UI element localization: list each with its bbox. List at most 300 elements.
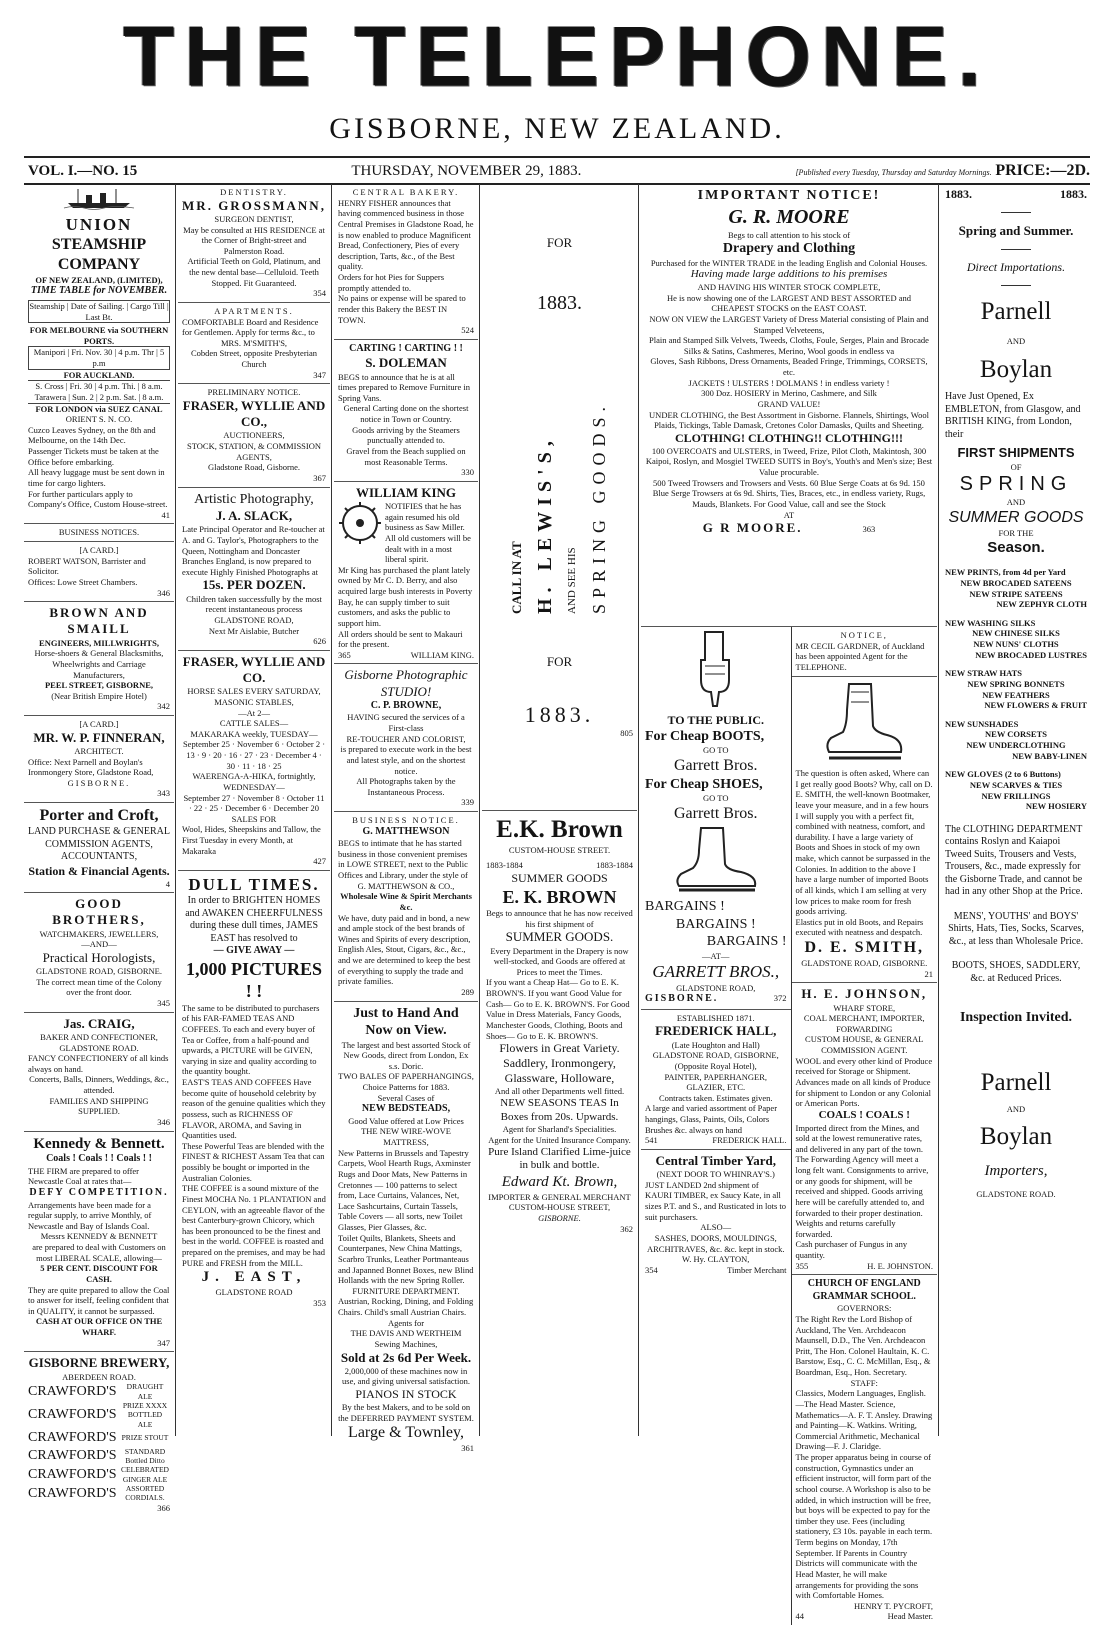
east-address: GLADSTONE ROAD [215, 1287, 293, 1297]
moore-signature: G R MOORE. [702, 520, 803, 536]
central-timber-yard-ad [641, 1150, 791, 1279]
william-king-ad [334, 482, 478, 665]
finneran-place: GISBORNE. [67, 777, 131, 788]
union-subtitle: STEAMSHIP COMPANY [51, 235, 147, 273]
parnell-item: NEW BROCADED LUSTRES [975, 649, 1087, 660]
boylan-name: Boylan [979, 1122, 1053, 1150]
craig-line: BAKER AND CONFECTIONER, [40, 1031, 158, 1042]
further-note: For further particulars apply to Company's Office, Custom House-street. [28, 488, 168, 510]
importers-label: Importers, [984, 1162, 1048, 1179]
slack-address: Next Mr Aislabie, Butcher [208, 625, 300, 636]
parnell-item: NEW GLOVES (2 to 6 Buttons) [945, 769, 1061, 780]
crawford-brand: CRAWFORD'S [28, 1466, 117, 1482]
bargains: BARGAINS ! [675, 916, 756, 932]
moore-text: AT [783, 509, 795, 520]
summer-goods: SUMMER GOODS [948, 508, 1084, 526]
east-text: These Powerful Teas are blended with the FINEST & RICHEST Assam Tea that can possibly be bought or imported in the Australian Colonies. [182, 1140, 325, 1183]
ek-brown-text: If you want a Cheap Hat— Go to E. K. BROWN'S. If you want Good Value for Cash— Go to E. K. BROWN'S. For Good Value in Dress Materials, Fancy Goods, Manchester Goods, Clothing, Boots and Shoes— Go to E. K. BROWN'S. [486, 977, 630, 1041]
auckland-row: Tarawera | Sun. 2 | 2 p.m. Sat. | 8 a.m. [28, 392, 170, 404]
brown-smaill-line: (Near British Empire Hotel) [51, 690, 147, 701]
preliminary-notice-ad [178, 384, 330, 487]
ad-number: 44 [795, 1611, 804, 1622]
finneran-ad [24, 716, 174, 803]
timber-sub: (NEXT DOOR TO WHINRAY'S.) [656, 1169, 775, 1180]
johnson-text: CUSTOM HOUSE, & GENERAL COMMISSION AGENT. [805, 1034, 924, 1055]
large-townley-ad [334, 1002, 478, 1457]
johnson-text: WOOL and every other kind of Produce received for Storage or Shipment. Advances made on all kinds of Produce for shipment to London or any Colonial or American Ports. [795, 1055, 933, 1109]
ek-brown-text: Flowers in Great Variety. [499, 1041, 620, 1056]
moore-text: Begs to call attention to his stock of [727, 229, 851, 240]
kennedy-line: Messrs KENNEDY & BENNETT [40, 1231, 158, 1242]
large-townley-signature: Large & Townley, [348, 1424, 464, 1442]
moore-text: GRAND VALUE! [757, 398, 821, 409]
doleman-text: Gravel from the Beach supplied on most Reasonable Terms. [346, 445, 466, 467]
column-rule [331, 184, 332, 1436]
ad-number: 363 [862, 524, 876, 535]
notice-heading: NOTICE, [840, 630, 888, 640]
cheap-boots: For Cheap BOOTS, [645, 728, 765, 744]
ad-number: 346 [157, 587, 170, 598]
column-rule [638, 184, 639, 1436]
boot-icon [821, 680, 907, 764]
column-5-left [641, 627, 792, 1625]
preliminary-heading: PRELIMINARY NOTICE. [207, 387, 301, 398]
church-text: STAFF: [850, 1377, 878, 1388]
union-title: UNION [65, 214, 133, 234]
parnell-name: Parnell [980, 1068, 1052, 1096]
card-label: [A CARD.] [79, 545, 119, 555]
browne-title: C. P. BROWNE, [370, 699, 442, 711]
moore-text: NOW ON VIEW the LARGEST Variety of Dress Material consisting of Plain and Stamped Velveteens, [649, 313, 929, 335]
brewery-sub: ABERDEEN ROAD. [62, 1371, 136, 1382]
ek-brown-text: And all other Departments well fitted. [494, 1086, 625, 1097]
dentistry-heading: DENTISTRY. [220, 187, 288, 197]
dentist-title: SURGEON DENTIST, [214, 213, 294, 224]
column-rule [175, 184, 176, 1436]
moore-text: Plain and Stamped Silk Velvets, Tweeds, Cloths, Foule, Serges, Plain and Brocade Silks & Satins, Cashmeres, Merino, Wool goods in endless va [649, 335, 929, 356]
kennedy-line: DEFY COMPETITION. [29, 1187, 169, 1198]
large-text: The largest and best assorted Stock of New Goods, direct from London, Ex s.s. Doric. [341, 1039, 471, 1071]
hall-text: (Late Houghton and Hall) [671, 1039, 760, 1050]
ad-number: 354 [645, 1264, 658, 1275]
east-pictures: 1,000 PICTURES ! ! [185, 958, 323, 1002]
year-label: 1883. [945, 187, 972, 201]
ad-number: 367 [313, 472, 326, 483]
kennedy-line: THE FIRM are prepared to offer Newcastle Coal at rates that— [28, 1165, 140, 1187]
johnson-text: The Forwarding Agency will meet a long felt want. Consignments to arrive, or any goods for shipment, will be received and shipped. Goods arriving here will be carefully attended to, and forwarded to their proper destination. Weights and returns carefully forwarded. [795, 1154, 929, 1239]
good-line: WATCHMAKERS, JEWELLERS, [39, 928, 159, 939]
ad-number: 805 [620, 728, 633, 738]
dull-times-title: DULL TIMES. [188, 874, 320, 894]
for-the-label: FOR THE [998, 527, 1034, 538]
kennedy-line: CASH AT OUR OFFICE ON THE WHARF. [35, 1316, 163, 1337]
spring-goods: SPRING GOODS. [588, 401, 609, 615]
crawford-product: CELEBRATED GINGER ALE [121, 1465, 169, 1484]
fisher-text: No pains or expense will be spared to render this Bakery the BEST IN TOWN. [338, 293, 466, 325]
column-2 [178, 184, 330, 1434]
crawford-product: DRAUGHT ALE [126, 1382, 164, 1401]
garrett-name: GARRETT BROS., [652, 962, 780, 982]
hall-text: GLAZIER, ETC. [686, 1082, 746, 1093]
luggage-note: All heavy luggage must be sent down in time for cargo lighters. [28, 467, 165, 488]
ad-number: 427 [313, 856, 326, 867]
doleman-text: General Carting done on the shortest notice in Town or Country. [343, 403, 469, 424]
top-rule [24, 156, 1090, 158]
large-text: THE DAVIS AND WERTHEIM [350, 1328, 462, 1339]
moore-text: Drapery and Clothing [722, 241, 856, 257]
east-text: The same to be distributed to purchasers of his FAR-FAMED TEAS AND COFFEES. To each and every buyer of Tea or Coffee, from a half-pound and upwards, a PICTURE will be GIVEN, varying in size and quality according to the quantity bought. [182, 1002, 320, 1077]
ad-number: 353 [313, 1297, 326, 1308]
sold-weekly: Sold at 2s 6d Per Week. [340, 1349, 472, 1365]
crawford-brand: CRAWFORD'S [28, 1383, 117, 1399]
johnson-text: WHARF STORE, [833, 1002, 896, 1013]
crawford-brand: CRAWFORD'S [28, 1448, 117, 1464]
first-shipments: FIRST SHIPMENTS [957, 445, 1075, 461]
parnell-text: Have Just Opened, Ex EMBLETON, from Glasgow, and BRITISH KING, from London, their [945, 391, 1081, 440]
johnson-ad [792, 983, 938, 1275]
kennedy-line: They are quite prepared to allow the Coal to answer for itself, feeling confident that in QUALITY, it cannot be surpassed. [28, 1284, 170, 1316]
kennedy-title: Kennedy & Bennett. [33, 1135, 165, 1152]
frederick-hall-ad [641, 1010, 791, 1150]
ad-number: 365 [338, 649, 351, 660]
doleman-text: BEGS to announce that he is at all times prepared to Remove Furniture in Spring Vans. [338, 371, 470, 403]
brown-smaill-ad [24, 602, 174, 716]
union-steamship-ad [24, 184, 174, 524]
garrett-name: Garrett Bros. [673, 756, 758, 774]
just-to-hand-title: Just to Hand And Now on View. [353, 1005, 459, 1038]
matthewson-text: Wholesale Wine & Spirit Merchants &c. [340, 891, 472, 912]
matthewson-ad [334, 812, 478, 1002]
to-the-public: TO THE PUBLIC. [667, 712, 765, 727]
church-text: Term begins on Monday, 17th September. If Parents in Country Districts will communicate with the Head Master, he will make arrangements for providing the sons with Comfortable Homes. [795, 1537, 919, 1601]
king-title: WILLIAM KING [355, 484, 457, 500]
parnell-item: NEW CHINESE SILKS [972, 628, 1060, 639]
watson-office: Offices: Lowe Street Chambers. [28, 576, 138, 587]
church-signature-title: Head Master. [887, 1611, 933, 1622]
brown-smaill-sub: ENGINEERS, MILLWRIGHTS, [39, 637, 159, 648]
gardner-notice-ad [792, 627, 938, 677]
crawford-row [28, 1484, 170, 1503]
crawford-row [28, 1429, 170, 1447]
hall-text: GLADSTONE ROAD, GISBORNE, [652, 1050, 779, 1061]
browne-text: HAVING secured the services of a First-class [347, 712, 465, 733]
gladstone-road: GLADSTONE ROAD. [976, 1188, 1056, 1199]
fw-title: FRASER, WYLLIE AND CO. [182, 653, 326, 685]
smith-text: Elastics put in old Boots, and Repairs executed with neatness and despatch. [795, 916, 924, 938]
watson-ad [24, 542, 174, 602]
de-smith-ad [792, 677, 938, 984]
and-label: AND [1006, 335, 1026, 346]
large-text: Toilet Quilts, Blankets, Sheets and Counterpanes, New China Mattings, Scarbro Trunks, Leather Portmanteaus and Japanned Bonnet Boxes, new Blind Hollands with the new Spring Roller. [338, 1232, 474, 1286]
good-line: GLADSTONE ROAD, GISBORNE. [36, 966, 162, 977]
volume-number: VOL. I.—NO. 15 [28, 162, 138, 179]
east-give-away: — GIVE AWAY — [213, 945, 295, 957]
ad-number: 372 [773, 993, 787, 1004]
spring-label: SPRING [959, 473, 1073, 496]
parnell-item: NEW NUNS' CLOTHS [973, 639, 1059, 649]
moore-text: 500 Tweed Trowsers and Trowsers and Vests. 60 Blue Serge Coats at 6s 9d. 150 Blue Serge Trowsers at 6s 9d. Shirts, Ties, Braces, etc., in endless variety, Rugs, Mauds, Blankets. For Good Value, call and see the Stock [652, 477, 926, 509]
moore-text: Purchased for the WINTER TRADE in the leading English and Colonial Houses. [650, 257, 928, 268]
fw-line: —At 2— [238, 707, 270, 718]
large-text: Sewing Machines, [374, 1338, 438, 1349]
publication-schedule: [Published every Tuesday, Thursday and Saturday Mornings. [795, 168, 992, 177]
fraser-line: Gladstone Road, Gisborne. [207, 462, 301, 473]
pianos-heading: PIANOS IN STOCK [355, 1387, 457, 1401]
matthewson-text: BEGS to intimate that he has started business in those convenient premises in LOWE STREET, next to the Public Offices and Library, under the style of [338, 838, 468, 880]
masthead-title: THE TELEPHONE. [122, 7, 992, 104]
large-text: THE NEW WIRE-WOVE MATTRESS, [361, 1126, 451, 1147]
ad-number: 339 [461, 797, 474, 808]
ek-brown-text: Agent for the United Insurance Company. [488, 1134, 631, 1145]
fw-line: WAERENGA-A-HIKA, fortnightly, WEDNESDAY— [192, 771, 316, 792]
crawford-row [28, 1382, 170, 1401]
kennedy-line: Arrangements have been made for a regular supply, to arrive Monthly, of Newcastle and Bay of Islands Coal. [28, 1199, 152, 1231]
table-header: Steamship | Date of Sailing. | Cargo Till | Last Bt. [29, 300, 169, 322]
melbourne-row: Manipori | Fri. Nov. 30 | 4 p.m. Thr | 5 p.m [28, 346, 170, 369]
saw-blade-icon [338, 501, 382, 545]
garrett-town: GISBORNE. [645, 993, 719, 1005]
hall-text: A large and varied assortment of Paper hangings, Glass, Paints, Oils, Colors Brushes &c. always on hand [645, 1103, 778, 1135]
column-5 [641, 184, 937, 1622]
browne-text: RE-TOUCHER AND COLORIST, [346, 733, 466, 744]
moore-text: Having made large additions to his premises [690, 268, 888, 281]
garrett-bros-ad [641, 627, 791, 1010]
garrett-address: GLADSTONE ROAD, [676, 982, 756, 993]
johnson-text: Cash purchaser of Fungus in any quantity. [795, 1239, 908, 1260]
apartments-name: MRS. M'SMITH'S, [220, 337, 288, 348]
dentist-text: May be consulted at HIS RESIDENCE at the Corner of Bright-street and Palmerston Road. [183, 224, 325, 256]
year-label: 1883. [1060, 187, 1087, 201]
ad-number: 346 [157, 1116, 170, 1127]
ek-brown-text: GISBORNE. [538, 1213, 581, 1223]
inspection-invited: Inspection Invited. [959, 1010, 1073, 1026]
moore-ad [641, 184, 937, 627]
brown-smaill-title: BROWN AND SMAILL [49, 605, 149, 637]
masthead-subtitle: GISBORNE, NEW ZEALAND. [329, 112, 785, 145]
large-text: TWO BALES OF PAPERHANGINGS, [338, 1071, 474, 1082]
fw-line: SALES FOR [231, 813, 277, 824]
fw-dates: September 27 · November 8 · October 11 · 22 · 25 · December 6 · December 20 [183, 792, 325, 814]
parnell-item: NEW PRINTS, from 4d per Yard [945, 567, 1066, 578]
craig-title: Jas. CRAIG, [63, 1015, 135, 1031]
crawford-product: ASSORTED CORDIALS. [125, 1484, 165, 1503]
business-notice-heading: BUSINESS NOTICE. [352, 815, 460, 825]
brown-smaill-line: Wheelwrights and Carriage Manufacturers, [52, 658, 146, 680]
large-text: Agents for [387, 1317, 425, 1328]
church-text: GOVERNORS: [837, 1303, 892, 1314]
king-text: Mr King has purchased the plant lately owned by Mr C. D. Berry, and also acquired large bush interests in Poverty Bay, he can supply timber to suit customers, and asks the public to support him. [338, 564, 473, 628]
business-notices-heading [24, 524, 174, 542]
auckland-row: S. Cross | Fri. 30 | 4 p.m. Thi. | 8 a.m. [28, 380, 170, 392]
crawford-product: STANDARD Bottled Ditto [124, 1446, 166, 1465]
smith-address: GLADSTONE ROAD, GISBORNE. [801, 958, 928, 968]
fw-line: CATTLE SALES— [219, 718, 289, 729]
apartments-text: COMFORTABLE Board and Residence for Gentlemen. Apply for terms &c., to [182, 316, 319, 338]
fraser-wyllie-sales-ad [178, 651, 330, 871]
carting-heading: CARTING ! CARTING ! ! [349, 342, 463, 354]
slack-price: 15s. PER DOZEN. [202, 577, 306, 593]
column-rule [938, 184, 939, 1436]
column-rule [479, 184, 480, 1436]
ad-number: 4 [165, 878, 170, 889]
east-text: THE COFFEE is a sound mixture of the Finest MOCHA No. 1 PLANTATION and CEYLON, with an agreeable flavor of the best Canterbury-grown Chicory, which has been pronounced to be the finest and best in the world. COFFEE is roasted and prepared on the premises, and may be had PURE and FRESH from the MILL. [182, 1183, 326, 1268]
central-bakery-ad [334, 184, 478, 340]
parnell-item: NEW SPRING BONNETS [967, 678, 1065, 689]
dentistry-ad [178, 184, 330, 303]
of-label: OF [1010, 461, 1022, 472]
good-line: —AND— [81, 939, 117, 950]
church-signature: HENRY T. PYCROFT, [853, 1600, 933, 1611]
parnell-item: NEW BROCADED SATEENS [960, 577, 1072, 588]
ek-brown-text: IMPORTER & GENERAL MERCHANT [488, 1191, 631, 1202]
fraser-title: FRASER, WYLLIE AND CO., [182, 397, 326, 430]
ad-number: 361 [461, 1443, 474, 1454]
boots-text: BOOTS, SHOES, SADDLERY, &c. at Reduced Prices. [951, 960, 1081, 984]
gisborne-brewery-ad [24, 1352, 174, 1516]
dentist-text: Artificial Teeth on Gold, Platinum, and the new dental base—Celluloid. Teeth Stopped. Fit Guaranteed. [187, 256, 321, 288]
ad-number: 345 [157, 998, 170, 1008]
craig-line: Concerts, Balls, Dinners, Weddings, &c., attended. [29, 1074, 169, 1095]
ad-number: 362 [620, 1223, 633, 1234]
parnell-item: NEW SCARVES & TIES [969, 779, 1063, 790]
porter-croft-ad [24, 803, 174, 893]
melbourne-heading: FOR MELBOURNE via SOUTHERN PORTS. [29, 325, 169, 346]
hall-text: Contracts taken. Estimates given. [658, 1092, 773, 1103]
season-label: Season. [987, 538, 1045, 556]
hall-text: (Opposite Royal Hotel), [674, 1060, 757, 1071]
moore-text: UNDER CLOTHING, the Best Assortment in Gisborne. Flannels, Shirtings, Wool Plaids, Tickings, Table Damask, Cretones Color Damasks, Quilts and Sheeting. [649, 409, 929, 431]
large-text: By the best Makers, and to be sold on the DEFERRED PAYMENT SYSTEM. [338, 1402, 474, 1423]
slack-photography-ad [178, 488, 330, 651]
johnson-signature: H. E. JOHNSTON. [867, 1260, 933, 1271]
crawford-row [28, 1401, 170, 1429]
matthewson-title: G. MATTHEWSON [362, 825, 450, 837]
church-text: Classics, Modern Languages, English.—The Head Master. Science, Mathematics—A. F. T. Ansley. Drawing and Painting—K. Watkins. Writing, Commercial Arithmetic, Mechanical Drawing—F. J. Claridge. [795, 1388, 933, 1452]
johnson-title: H. E. JOHNSON, [801, 986, 928, 1002]
hall-text: PAINTER, PAPERHANGER, [664, 1071, 768, 1082]
direct-importations: Direct Importations. [966, 260, 1066, 275]
brown-smaill-line: Horse-shoers & General Blacksmiths, [34, 648, 164, 659]
ad-number: 289 [461, 986, 474, 997]
crawford-list [28, 1382, 170, 1503]
go-to: GO TO [703, 793, 729, 804]
ad-number: 541 [645, 1135, 658, 1146]
ek-brown-text: Saddlery, Ironmongery, Glassware, Holloware, [503, 1056, 616, 1086]
fisher-text: HENRY FISHER announces that having commenced business in those Central Premises in Gladstone Road, he is now enabled to produce Magnificent Bread, Confectionery, Pies of every description, Tarts, &c., of the Best quality. [338, 197, 474, 272]
hall-signature: FREDERICK HALL. [712, 1135, 787, 1146]
slack-address: GLADSTONE ROAD, [214, 614, 294, 625]
ad-number: 355 [795, 1260, 809, 1271]
ad-number: 347 [157, 1337, 170, 1348]
timber-signature-title: Timber Merchant [727, 1264, 787, 1275]
issue-price: PRICE:—2D. [995, 162, 1090, 179]
furniture-heading: FURNITURE DEPARTMENT. [352, 1285, 460, 1296]
moore-text: 300 Doz. HOSIERY in Merino, Cashmere, and Silk [701, 388, 877, 399]
issue-date: THURSDAY, NOVEMBER 29, 1883. [351, 162, 582, 179]
johnson-text: FORWARDING [836, 1023, 893, 1034]
pointing-hand-icon [691, 630, 741, 708]
kennedy-line: 5 PER CENT. DISCOUNT FOR CASH. [40, 1263, 158, 1284]
steamship-icon [64, 187, 134, 209]
clothing-text: The CLOTHING DEPARTMENT contains Roslyn and Kaiapoi Tweed Suits, Trousers and Vests, Trousers, &c., made expressly for the Gisborne Trade, and cannot be had in any other Shop at the Price. [945, 823, 1083, 898]
year-label: 1883. [524, 701, 595, 727]
large-text: Several Cases of [377, 1092, 435, 1103]
ek-brown-text: Begs to announce that he has now received his first shipment of [486, 908, 633, 929]
parnell-item: NEW WASHING SILKS [945, 617, 1036, 628]
large-text: Good Value offered at Low Prices [348, 1115, 464, 1126]
brown-smaill-line: PEEL STREET, GISBORNE, [44, 680, 154, 691]
fraser-line: STOCK, STATION, & COMMISSION AGENTS, [187, 441, 321, 462]
passenger-note: Passenger Tickets must be taken at the Office before embarking. [28, 446, 159, 467]
apartments-heading: APARTMENTS. [214, 305, 294, 316]
ad-number: 524 [461, 325, 474, 336]
parnell-item: NEW STRAW HATS [945, 668, 1022, 679]
church-text: The proper apparatus being in course of construction, Gymnastics under an efficient instructor, will form part of the school course. A Workshop is also to be added, in which instruction will be free, but boys will be expected to pay for the timber they use. Fees (including stationery, £3 10s. payable in each term. [795, 1452, 933, 1537]
card-label: [A CARD.] [79, 719, 119, 729]
boot-icon [671, 824, 761, 894]
time-table-heading: TIME TABLE for NOVEMBER. [30, 285, 168, 297]
fw-dates: September 25 · November 6 · October 2 · 13 · 9 · 20 · 16 · 27 · 23 · December 4 · 30 · 11 · 18 · 25 [182, 739, 326, 771]
johnson-text: COAL MERCHANT, IMPORTER, [803, 1013, 925, 1024]
fraser-line: AUCTIONEERS, [223, 430, 285, 441]
hall-title: FREDERICK HALL, [655, 1023, 777, 1039]
crawford-product: PRIZE STOUT [121, 1433, 169, 1443]
parnell-item: NEW HOSIERY [1025, 801, 1087, 812]
smith-text: The question is often asked, Where can I get really good Boots? Why, call on D. E. SMITH, the well-known Bootmaker, leave your measure, and in a few hours I will supply you with a perfect fit, combined with neatness, comfort, and durability. I have a large variety of Boots and Shoes in stock of my own make, which cannot be surpassed in the Colonies. In addition to the above I have a large number of imported Boots of all kinds, which I am selling at very low prices to make room for fresh goods arriving. [795, 768, 933, 917]
column-1 [24, 184, 174, 1513]
crawford-brand: CRAWFORD'S [28, 1407, 117, 1423]
parnell-item: NEW CORSETS [985, 729, 1047, 740]
moore-text: AND HAVING HIS WINTER STOCK COMPLETE, [697, 282, 881, 292]
ad-number: 354 [313, 288, 326, 299]
slack-title: J. A. SLACK, [215, 508, 293, 523]
gardner-text: MR CECIL GARDNER, of Auckland has been appointed Agent for the TELEPHONE. [795, 640, 925, 672]
year-label: 1883. [537, 292, 582, 315]
church-text: The Right Rev the Lord Bishop of Auckland, The Ven. Archdeacon Maunsell, D.D., The Ven. Archdeacon Pritt, The Hon. Colonel Haultain, K. C. Barstow, Esq., C. C. McMillan, Esq., & Boardman, Esq., Hon. Secretary. [795, 1313, 931, 1377]
hall-established: ESTABLISHED 1871. [676, 1012, 755, 1023]
ek-brown-signature: Edward Kt. Brown, [501, 1174, 618, 1190]
east-signature: J. EAST, [201, 1269, 307, 1286]
fisher-text: Orders for hot Pies for Suppers promptly attended to. [338, 272, 444, 293]
grammar-school-ad [792, 1275, 938, 1625]
large-text: Choice Patterns for 1883. [362, 1082, 450, 1092]
column-4 [482, 184, 637, 1434]
craig-line: GLADSTONE ROAD. [59, 1042, 139, 1053]
doleman-text: Goods arriving by the Steamers punctually attended to. [352, 424, 460, 446]
ad-number: 330 [461, 467, 474, 478]
finneran-text: Office: Next Parnell and Boylan's Ironmongery Store, Gladstone Road, [28, 756, 154, 778]
lewis-spring-goods-ad [482, 184, 637, 811]
and-label: AND [1006, 1104, 1026, 1114]
craig-line: FANCY CONFECTIONERY of all kinds always on hand. [28, 1053, 169, 1074]
important-notice-heading: IMPORTANT NOTICE! [697, 188, 881, 203]
timber-signature: W. Hy. CLAYTON, [682, 1254, 750, 1265]
ad-number: 41 [161, 509, 170, 520]
timber-text: JUST LANDED 2nd shipment of KAURI TIMBER, ex Saucy Kate, in all sizes P.T. and S., and Rusticated in lots to suit purchasers. [645, 1179, 787, 1222]
slack-text: Late Principal Operator and Re-toucher at A. and G. Taylor's, Photographers to the Queen, Nottingham and Doncaster Branches England, is now prepared to execute Highly Finished Photographs at [182, 524, 325, 577]
parnell-item: NEW ZEPHYR CLOTH [996, 599, 1087, 610]
timber-text: ALSO— [700, 1222, 732, 1233]
kennedy-coals: Coals ! Coals ! ! Coals ! ! [46, 1153, 152, 1165]
parnell-item: NEW STRIPE SATEENS [969, 588, 1063, 599]
moore-text: Gloves, Sash Ribbons, Dress Ornaments, Beaded Fringe, Trimmings, CORSETS, etc. [650, 356, 928, 377]
large-text: New Patterns in Brussels and Tapestry Carpets, Wool Hearth Rugs, Axminster Rugs and Door Mats, New Patterns in Cretonnes — 100 patterns to select from, Lace Curtains, Valances, Net, Lace Sashcurtains, Curtain Tassels, Table Covers — all sorts, new Toilet Glasses, Pier Glasses, &c. [338, 1147, 471, 1232]
matthewson-text: We have, duty paid and in bond, a new and ample stock of the best brands of Wines and Spirits of every description, English Ales, Stout, Cigars, &c., &c., and we are determined to keep the best of everything to supply the trade and private families. [338, 912, 471, 987]
column-6 [941, 184, 1091, 1434]
parnell-item: NEW FEATHERS [982, 689, 1050, 700]
porter-line: LAND PURCHASE & GENERAL [28, 826, 170, 837]
parnell-item-list [945, 567, 1087, 812]
